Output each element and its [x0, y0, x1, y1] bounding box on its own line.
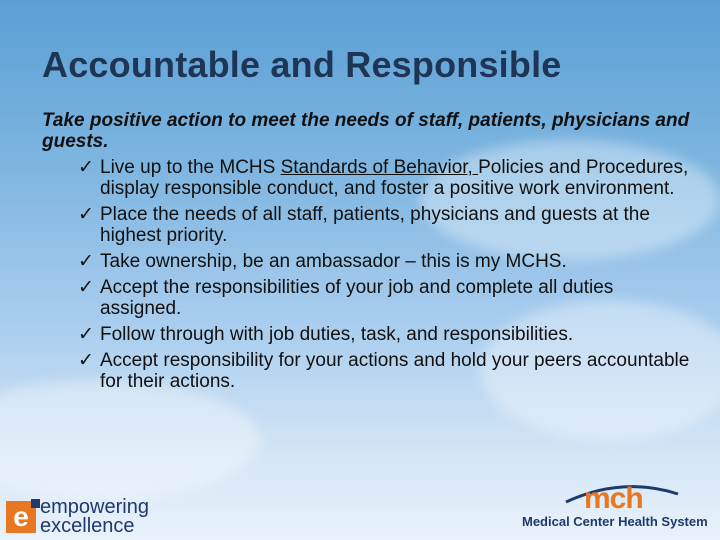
checkmark-icon: ✓ [78, 350, 94, 371]
e-logo-icon [6, 501, 36, 533]
logo-line-2: excellence [40, 515, 135, 537]
list-item [42, 157, 692, 199]
e-logo-letter: e [13, 501, 29, 532]
empowering-excellence-logo [6, 498, 149, 536]
standards-of-behavior-text: Standards of Behavior, [280, 157, 479, 178]
list-item [42, 277, 692, 319]
cloud-decoration [0, 380, 260, 500]
slide-title: Accountable and Responsible [42, 44, 562, 85]
intro-text: Take positive action to meet the needs of staff, patients, physicians and guests. [42, 110, 690, 152]
list-item [42, 251, 692, 272]
list-item [42, 324, 692, 345]
slide-body [42, 110, 692, 392]
checkmark-icon: ✓ [78, 324, 94, 345]
list-item-text: Place the needs of all staff, patients, physicians and guests at the highest priority. [100, 204, 650, 246]
logo-corner-square [31, 499, 40, 508]
checklist [42, 157, 692, 392]
checkmark-icon: ✓ [78, 251, 94, 272]
list-item [42, 204, 692, 246]
list-item-text: Take ownership, be an ambassador – this is my MCHS. [100, 251, 567, 272]
organization-name: Medical Center Health System [522, 514, 708, 529]
list-item-text: Accept the responsibilities of your job and complete all duties assigned. [100, 277, 614, 319]
checkmark-icon: ✓ [78, 204, 94, 225]
mch-logo-text: mch [584, 482, 643, 515]
list-item-text: Accept responsibility for your actions and hold your peers accountable for their actions. [100, 350, 690, 392]
list-item-text: Live up to the MCHS [100, 157, 281, 178]
checkmark-icon: ✓ [78, 157, 94, 178]
empowering-excellence-text [40, 498, 149, 536]
list-item-text: Policies and Procedures, display responsible conduct, and foster a positive work environment. [100, 157, 689, 199]
list-item [42, 350, 692, 392]
checkmark-icon: ✓ [78, 277, 94, 298]
logo-line-1: empowering [40, 496, 149, 518]
list-item-text: Follow through with job duties, task, and responsibilities. [100, 324, 574, 345]
mchs-logo [522, 478, 712, 534]
